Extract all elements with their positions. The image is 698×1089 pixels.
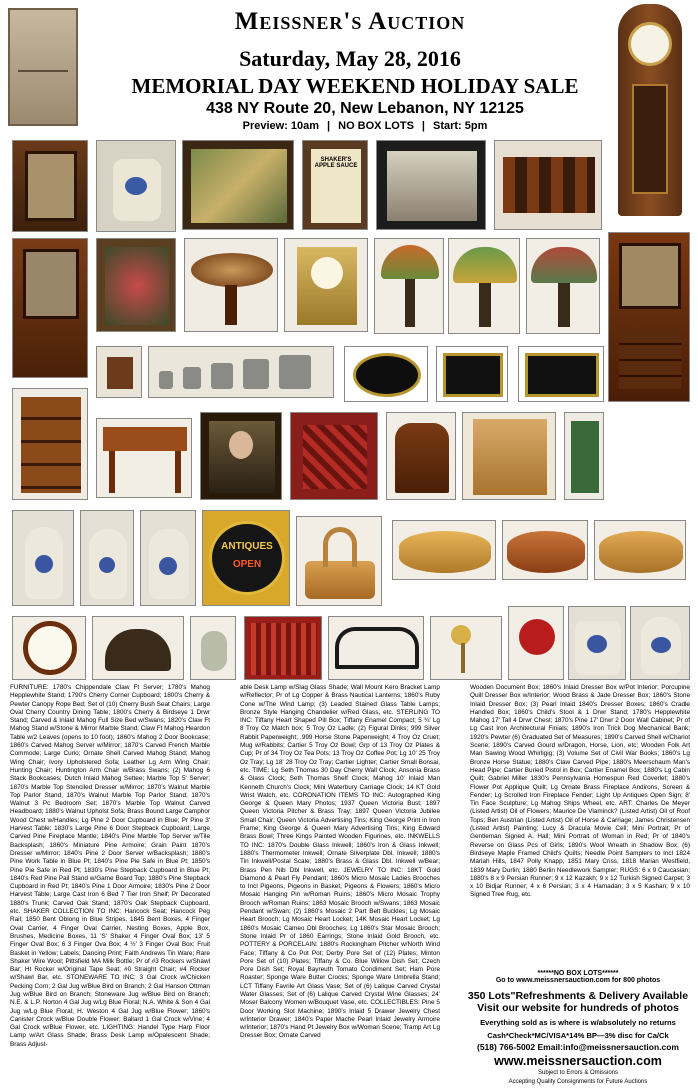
slot-machine-photo: [564, 412, 604, 500]
sale-address: 438 NY Route 20, New Lebanon, NY 12125: [206, 100, 524, 117]
no-box-lots: NO BOX LOTS: [338, 120, 414, 132]
desk-lamp-photo: [430, 616, 502, 680]
sale-date: Saturday, May 28, 2016: [239, 46, 461, 71]
oval-box-1-photo: [392, 520, 496, 580]
auction-title: Meissner's Auction: [234, 8, 466, 35]
clock-face: [628, 22, 672, 66]
flower-painting-photo: [96, 238, 176, 332]
clock-body: [632, 84, 668, 194]
bronze-horse-photo: [92, 616, 184, 680]
description-column-1: FURNITURE: 1780's Chippendale Claw Ft Server; 1780's Mahog Hepplewhite Stand; 1790's Cherry Corner Cupboard; 1800's Cherry & Pewter Canopy Rope Bed; Set of (10) Cherry Bush Seat Chairs; Large Oval Cherry Country Dining Table; 1800's Cherry & Birdseye 1 Drwr Stand; Carved & Inlaid Mahog Full Size Bed w/Swans; 1820's Claw Ft Mahog Stand w/Stone & Mirror Marble Stand; Claw Ft Mahog Heardon Table w/2 Leaves (opens to 10 foot); 1860's Mahog 2 Door Bookcase; 1860's Carved Mahog Server w/Mirror; 1870's Carved French Marble Commode; Large Curio; Ornate Shell Carved Mahog Stand; Mahog Wing Chair; Ivory Upholstered Sofa; Leather Lg Arm Wing Chair; Hunting Chair; Huntington Arm Chair w/Brass Swans; (2) Mahog 6 Stack Bookcases; Dutch Inlaid Mahog Settee; Marble Top 5' Server; 1870's Marble Top Stenciled Dresser w/Mirror; 1870's Walnut Marble Top Parlor Stand; 1870's Walnut Marble Top Parlor Stand; 1870's Walnut 3 Pc Bedroom Set; 1870's Marble Top Walnut Carved Headboard; 1880's Walnut Upholst Sofa; Brass Bound Large Camphor Wood Chest w/Handles; Lg Pine 2 Door Cupboard in Blue; Pr Pine 3' Harvest Table; 1830's Large Pine 6 Door Stepback Cupboard; Large Carved Pine Fireplace Mantle; 1840's Pine Marble Top Server w/Tile Backsplash; 1860's Miniature Pine Armoire; Grain Paint 1870's Dresser w/Mirror; 1840's Pine 2 Door Server w/Backsplash; 1880's Pine Work Table in Blue Pt; 1840's Pine Pie Safe in Blue Pt; 1850's Pine Pie Safe in Red Pt; 1830's Pine Stepback Cupboard in Blue Pt; 1840's Red Pine Pail Stand w/Game Board Top; 1880's Pine Stepback Cupboard in Red Pt; 1840's Pine 1 Door Armoire; 1830's Pine 2 Door Harvest Table; Large Cast Iron 6 Bed 7 Tier Iron Shelf; Pr Decorated 1880's Trunk; Carved Oak Stand; 1870's Oak Stepback Cupboard, etc. SHAKER COLLECTION TO INC: Hancock Seat; Hancock Peg Rail; 1850 Bent Oblong in Blue Stripes, 1845 Bent Boxes, 4 Finger Oval Carrier, 4 Finger Oval Carrier, Nesting Boxes, Apple Box, Brushes, Medicine Boxes, 11 'S' Shaker 4 Finger Oval Box; 13' 5 Finger Oval Box; 6 3 Finger Ova Box; 4 ½' 3 Finger Oval Box; Fruit Basket in Yellow; Labels; Dancing Print; Faith Andrews Tin Ware; Rare Shaker Wire Wool; Pittsfield MA Milk Bottle; Pr of #3 Rockers w/Shawl Bar; Ht Rocker w/Original Tape Seat; #0 Straight Chair; #4 Rocker w/Shawl Bar, etc. STONEWARE TO INC: 3 Gal Crock w/Chicken Pecking Corn; 2 Gal Jug w/Blue Bird on Branch; 2 Gal Hanson Ottman Jug w/Blue Bird on Branch; Stoneware Jug w/Blue Bird on Branch; N.E. & L.P. Norton 4 Gal Jug w/Lg Blue Floral; N.A. White & Son 4 Gal Jug w/Lg Blue Floral; H. Weston 4 Gal Jug w/Blue Flower; 1860's Canister Crock w/Blue Double Flower; Ballard 1 Gal Crock w/Vine; 4 Gal Crock w/Blue Flower, etc. LIGHTING: Handel Type Harp Floor Lamp w/Art Glass Shade; Brass Desk Lamp w/Opalescent Shade; Brass Adjust-: [10, 684, 210, 1048]
preview-info: Preview: 10am | NO BOX LOTS | Start: 5pm: [242, 120, 488, 132]
street-painting-photo: [376, 140, 486, 230]
visit-line: Visit our website for hundreds of photos: [477, 1002, 679, 1014]
red-glass-lamp-photo: [508, 606, 564, 680]
stoneware-jug-2-photo: [80, 510, 134, 606]
consignments-note: Accepting Quality Consignments for Future Auctions: [508, 1079, 648, 1085]
stoneware-crock-2-photo: [568, 606, 626, 680]
web-photos-line: Go to www.meissnersauction.com for 800 photos: [495, 977, 661, 984]
step-back-cupboard-photo: [462, 412, 556, 500]
website-link[interactable]: www.meissnersauction.com: [494, 1054, 662, 1068]
portrait-painting-photo: [200, 412, 282, 500]
antiques-open-sign-photo: [202, 510, 290, 606]
coverlet-photo: [244, 616, 322, 680]
terms-line-2: Cash*Check*MC/VISA*14% BP—3% disc for Ca/Ck: [487, 1031, 669, 1040]
oval-box-3-photo: [594, 520, 686, 580]
chest-of-drawers-photo: [12, 388, 88, 500]
tall-case-clock-photo: [618, 4, 682, 216]
mosaic-brooch-3-photo: [518, 346, 604, 402]
sale-name: MEMORIAL DAY WEEKEND HOLIDAY SALE: [131, 74, 579, 98]
china-cabinet-photo: [12, 140, 88, 232]
marble-table-photo: [184, 238, 278, 332]
contact-line: (518) 766-5002 Email:info@meissnersauction.com: [477, 1042, 679, 1052]
iron-settee-photo: [328, 616, 424, 680]
bookcase-photo: [12, 238, 88, 378]
bentwood-carrier-photo: [296, 516, 382, 606]
secretary-desk-photo: [608, 232, 690, 402]
leaded-lamp-2-photo: [448, 238, 520, 334]
hanging-lamp-photo: [190, 616, 236, 680]
dresser-box-photo: [386, 412, 456, 500]
shaker-sign-photo: [302, 140, 368, 230]
preview-time: Preview: 10am: [242, 120, 320, 132]
mosaic-brooch-1-photo: [344, 346, 428, 402]
mosaic-brooch-2-photo: [436, 346, 508, 402]
leaded-lamp-1-photo: [374, 238, 444, 334]
stoneware-jug-4-photo: [630, 606, 690, 680]
lots-line: 350 Lots"Refreshments & Delivery Available: [467, 990, 689, 1002]
stoneware-jug-1-photo: [12, 510, 74, 606]
persian-rug-photo: [290, 412, 378, 500]
stoneware-crock-photo: [96, 140, 176, 232]
terms-line-1: Everything sold as is where is w/absolutely no returns: [480, 1018, 676, 1027]
description-column-2: able Desk Lamp w/Slag Glass Shade; Wall Mount Kero Bracket Lamp w/Reflector; Pr of Lg Copper & Brass Nautical Lanterns; 1860's Ruby Cone w/The Wind Lamp; (3) Leaded Stained Glass Table Lamps; Bronze Style Hanging Chandelier w/Red Glass, etc. STERLING TO INC: Tiffany Heart Shaped Pill Box; Tiffany Enamel Compact; 5 ¾' Lg 8 Troy Oz Match box; 5 Troy Oz Ladle; (2) Figural Dinks; 999 Silver Rabbit Paperweight; .999 Horse Stone Paperweight; 4 Troy Oz Cruet; Mug w/Rabbits; Cartier 5 Troy Oz Bowl; Grp of 13 Troy Oz Plates & Cup; Pr of 34 Troy Oz Tea Pots; 13 Troy Oz Coffee Pot; Lg 10' 25 Troy Oz Tray; Lg 18' 28 Troy Oz Tray; Cartier Lighter; Cartier Small Bonsai, etc. TIME: Lg Seth Thomas 30 Day Cherry Wall Clock; Ansonia Brass & Glass Clock; Seth Thomas Shelf Clock; Mahog 10' Inlaid Man Kenneth Church's Clock; Mini Waterbury Carriage Clock; 14 KT Gold Wrist Watch, etc. CORONATION ITEMS TO INC: Autographed King George & Queen Mary Photos; 1937 Queen Victoria Bust; 1897 Queen Victoria Pitcher & Brass Tray; 1897 Queen Victoria Jubilee Small Chair; Queen Victoria Advertising Tins; King George Print in Iron Frame; King George & Queen Mary Advertising Tins; King Edward Brass Bowl; Three Kings Painted Wooden Figurines, etc. INKWELLS TO INC: 1870's Double Glass Inkwell; 1860's Iron & Glass Inkwell; 1880's Thermometer Inkwell; Ornate Silverplate Dbl. Inkwell; 1880's Tin Inkwell/Postal Scale; 1880's Brass & Glass Dbl. Inkwell w/Bear; Brass Pen Nib Dbl Inkwell, etc. JEWELRY TO INC: 18KT Gold Diamond & Pearl Fly Pendant; 1860's Micro Mosaic Ladies Brooches to Incl Pigeons, Pigeons in Basket, Pigeons & Flowers; 1860's Micro Mosaic Hanging Pin w/Roman Ruins; 1860's Micro Mosaic Trophy Brooch w/Roman Ruins; 1863 Mosaic Brooch w/Swans; 1863 Mosaic Pendant w/Swan; (2) 1860's Mosaic 2 Part Belt Buckles; Lg Mosaic Heart Brooch; Lg Mosaic Heart Locket; 14K Mosaic Heart Locket; Lg 1860's Mosaic Cameo Dbl Brooches; Lg 1860's Star Mosaic Brooch; Stone Inlaid Pr of 1860 Earrings; Stone Inlaid Gold Brooch, etc. POTTERY & PORCELAIN: 1880's Rockingham Pitcher w/North Wind Face; Tiffany & Co Pot Pot; Derby Pore Set of (12) Plates; Minton Pore Set of (10) Plates; Tiffany & Co. Blue Willow Dish Set; Czech Pore Dish Set; Royal Bayreuth Tomato Condiment Set; Ham Pore Roaster; Sponge Ware Butter Crocks; Sponge Ware Umbrella Stand; LCT Tiffany Favrile Art Glass Vase; Set of (6) Lalique Carved Crystal Water Glasses; Set of (6) Lalique Carved Crystal Wine Glasses; 24' Moser Balcony Women w/Bouquet Vase, etc. COLLECTIBLES: Pine 5 Door Working Slot Machine; 1890's Inlaid 5 Drawer Jewelry Chest w/Interior Drawer; 1840's Paper Mache Pearl Inlaid Jewelry Armoire w/Interior; 1870's Hand Pt Jewelry Box w/Woman Scene; Tramp Art Lg Dresser Box; Ornate Carved: [240, 684, 440, 1040]
antiques-sign-text: ANTIQUES: [221, 541, 273, 552]
start-time: Start: 5pm: [432, 120, 488, 132]
description-column-3: Wooden Document Box; 1860's Inlaid Dresser Box w/Pot Interior; Porcupine Quill Dresser Box w/Interior; Wood Brass & Jade Dresser Box; 1860's Stone Inlaid Dresser Box; (3) Pearl Inlaid 1840's Dresser Boxes; 1860's Cradle Handled Box; 1860's Child's Stool & 1 Drwr Stand; 1780's Hepplewhite Mahog 17' Tall 4 Drwr Chest; 1870's Pine 17' Drwr 2 Door Wall Cabinet; Pr of Lg Cast Iron Architectural Finials; 1890's Iron Trick Dog Mechanical Bank; 1920's Pewter (6) Graduated Set of Measures; 1890's Carved Shell w/Chariot Scene; 1890's Carved Gourd w/Dragon, Horse, Lion, etc; Wooden Folk Art Man Sawing Wood Whirligig; (3) Volume Set of Civil War Books; 1860's Lg Bronze Horse Statue; 1880's Claw Carved Pipe; 1880's Meerschaum Man's Head Pipe; Cartier Buried Pistol in Box; Cartier Enamel Box; 1880's Lg Cabin Quilt; Gabriel Miller 1830's Pennsylvania Homespun Red Coverlet; 1880's Flower Pot Applique Quilt; Lg Ornate Brass Fireplace Andirons, Screen & Fender; Lg Scrolled Iron Fireplace Fender; Light Up Antiques Open Sign; 8' Tin Face Sculpture; Lg Mahog Ships Wheel, etc. ART: Charles De Meyer (Listed Artist) Oil of Flowers; Maurice De Vlaminck? (Listed Artist) Oil of Roof Tops; Ben Austrian (Listed Artist) Oil of Horse & Carriage; James Christensen (Listed Artist) Painting; Lucy & Dracula Movie Cell; Mini Portrait; Pr of Gentleman Signed A. Hall; Mini Portrait of Woman in Red; Pr of 1840's Reverse on Glass Pcs of Girls; 1890's Wool Wreath in Shadow Box; (6) Birdseye Maple Framed Child's Quilts; Needle Point Samplers to Incl 1824 Mariah Hills, 1847 Polly Knapp, 1851 Mary Criss, 1818 Marian Westfield, 1839 Mary Durlin; 1880 Berlin Needlework Sampler; RUGS: 6 x 9 Caucasian; 1880's 8 x 9 Persian Runner; 9 x 12 Kazakh; 9 x 12 Turkish Signed Carpet; 3 x 10 Bidjar Runner; 4 x 6 Persian; 3 x 4 Hamadan; 3 x 5 Kashan; 9 x 10 Signed Tree Rug, etc.: [470, 684, 690, 899]
wall-clock-photo: [12, 616, 86, 680]
stoneware-jug-3-photo: [140, 510, 196, 606]
open-sign-text: OPEN: [232, 559, 262, 570]
shaker-sign-label: SHAKER'S APPLE SAUCE: [314, 157, 358, 169]
oval-box-2-photo: [502, 520, 588, 580]
inlaid-box-photo: [494, 140, 602, 230]
no-box-lots-banner: ******NO BOX LOTS******: [537, 970, 619, 977]
bird-painting-photo: [182, 140, 294, 230]
hepplewhite-stand-photo: [96, 418, 192, 498]
brass-clock-photo: [284, 238, 368, 332]
mechanical-bank-photo: [96, 346, 142, 398]
leaded-lamp-3-photo: [526, 238, 600, 334]
corner-cupboard-photo: [8, 8, 78, 126]
pewter-measures-photo: [148, 346, 334, 398]
errors-note: Subject to Errors & Omissions: [537, 1070, 619, 1076]
footer-block: [466, 970, 690, 1086]
